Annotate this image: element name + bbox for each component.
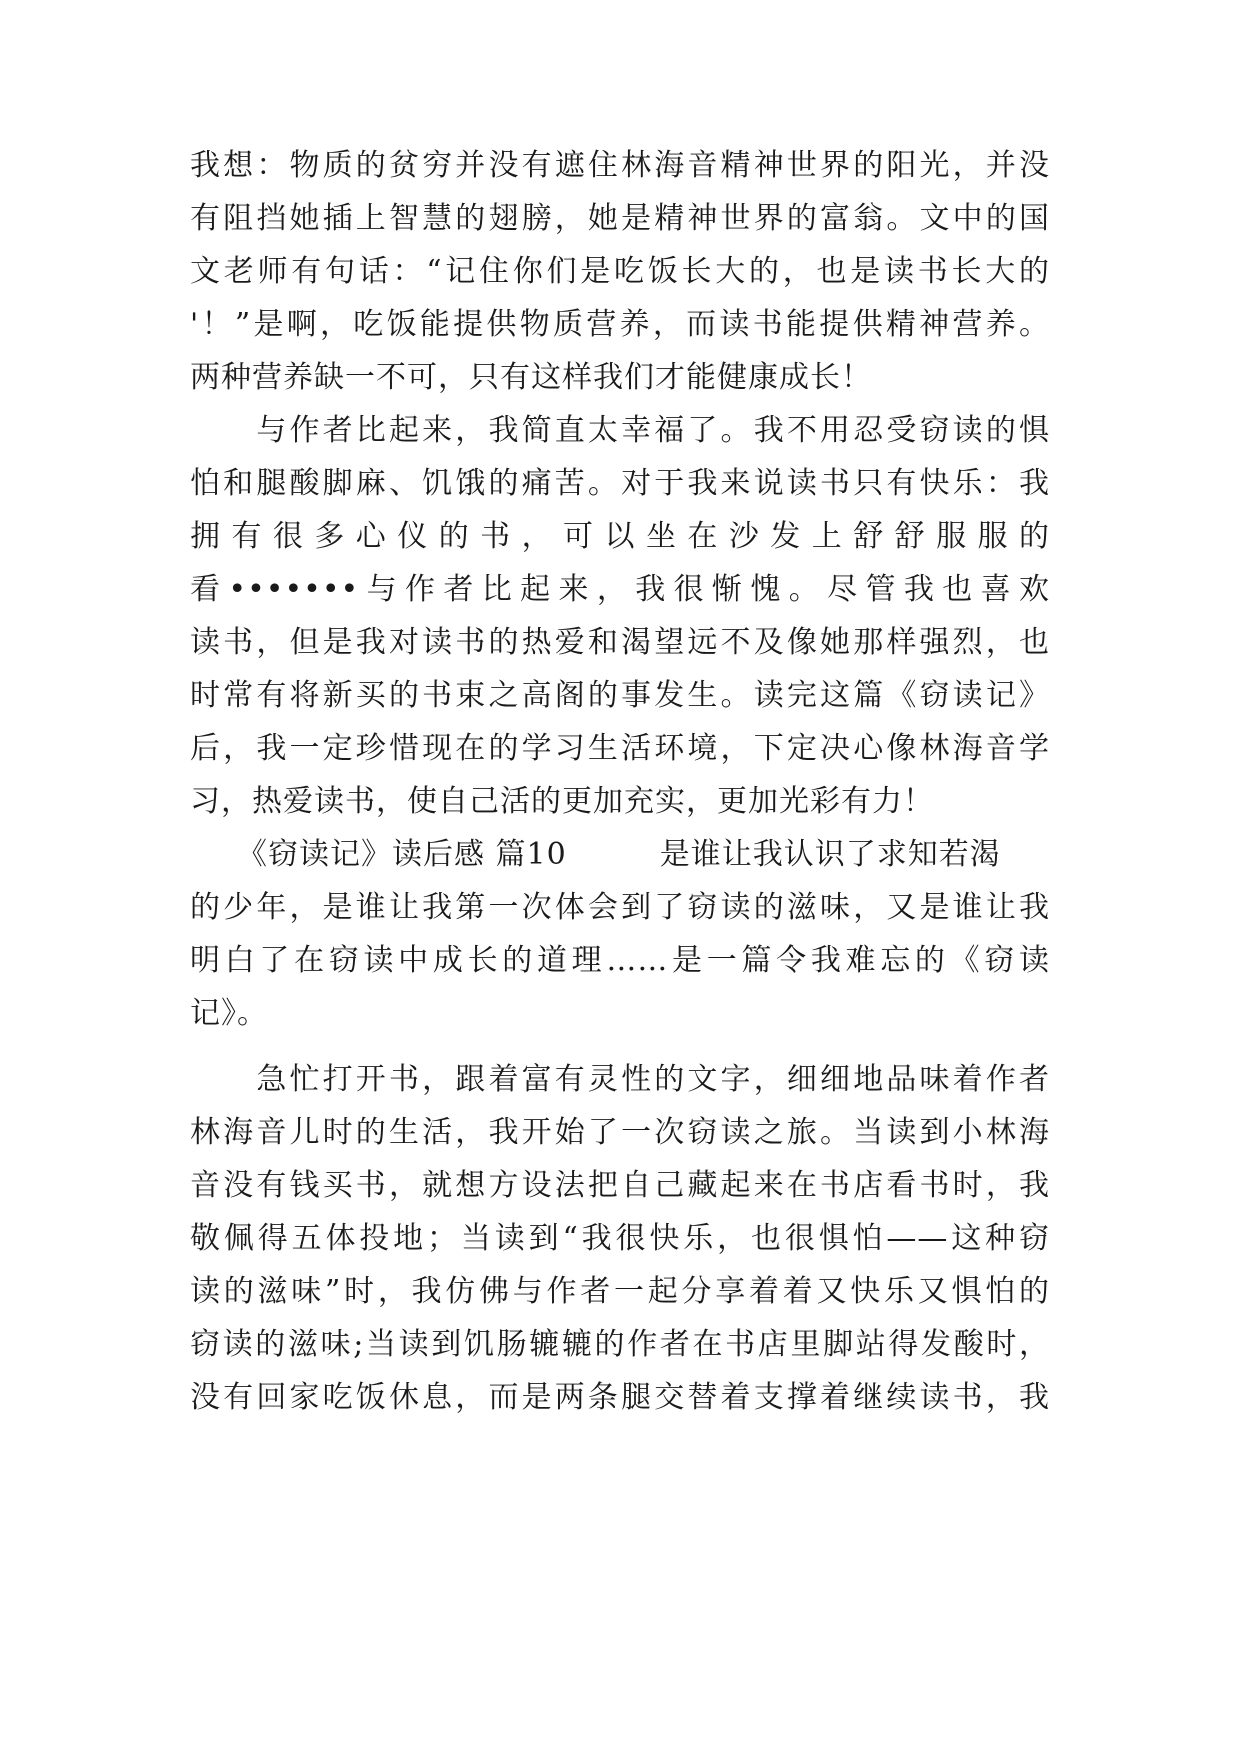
text-line: 读的滋味”时，我仿佛与作者一起分享着着又快乐又惧怕的 [190,1274,1050,1309]
text-line: 两种营养缺一不可，只有这样我们才能健康成长！ [190,360,872,395]
text-line: 音没有钱买书，就想方设法把自己藏起来在书店看书时，我 [190,1168,1050,1203]
text-line: 窃读的滋味;当读到饥肠辘辘的作者在书店里脚站得发酸时， [190,1327,1050,1362]
text-line: 明白了在窃读中成长的道理……是一篇令我难忘的《窃读 [190,943,1050,978]
text-line: 林海音儿时的生活，我开始了一次窃读之旅。当读到小林海 [190,1115,1050,1150]
section-heading-line: 《窃读记》读后感 篇10 是谁让我认识了求知若渴 [190,837,1001,872]
text-line: 后，我一定珍惜现在的学习生活环境，下定决心像林海音学 [190,731,1050,766]
text-line: 急忙打开书，跟着富有灵性的文字，细细地品味着作者 [190,1062,1050,1097]
text-line: 没有回家吃饭休息，而是两条腿交替着支撑着继续读书，我 [190,1380,1050,1415]
text-line: 有阻挡她插上智慧的翅膀，她是精神世界的富翁。文中的国 [190,201,1050,236]
text-line: 敬佩得五体投地；当读到“我很快乐，也很惧怕——这种窃 [190,1221,1050,1256]
text-line: 记》。 [190,996,268,1031]
text-line: 习，热爱读书，使自己活的更加充实，更加光彩有力！ [190,784,934,819]
text-line: 我想：物质的贫穷并没有遮住林海音精神世界的阳光，并没 [190,148,1050,183]
text-line: 的少年，是谁让我第一次体会到了窃读的滋味，又是谁让我 [190,890,1050,925]
text-line: 看•••••••与作者比起来，我很惭愧。尽管我也喜欢 [190,572,1050,607]
text-line: 时常有将新买的书束之高阁的事发生。读完这篇《窃读记》 [190,678,1050,713]
text-line: '！”是啊，吃饭能提供物质营养，而读书能提供精神营养。 [190,307,1050,342]
text-line: 怕和腿酸脚麻、饥饿的痛苦。对于我来说读书只有快乐：我 [190,466,1050,501]
text-line: 读书，但是我对读书的热爱和渴望远不及像她那样强烈，也 [190,625,1050,660]
text-line: 拥有很多心仪的书，可以坐在沙发上舒舒服服的 [190,519,1050,554]
text-line: 文老师有句话：“记住你们是吃饭长大的，也是读书长大的 [190,254,1050,289]
text-line: 与作者比起来，我简直太幸福了。我不用忍受窃读的惧 [190,413,1050,448]
